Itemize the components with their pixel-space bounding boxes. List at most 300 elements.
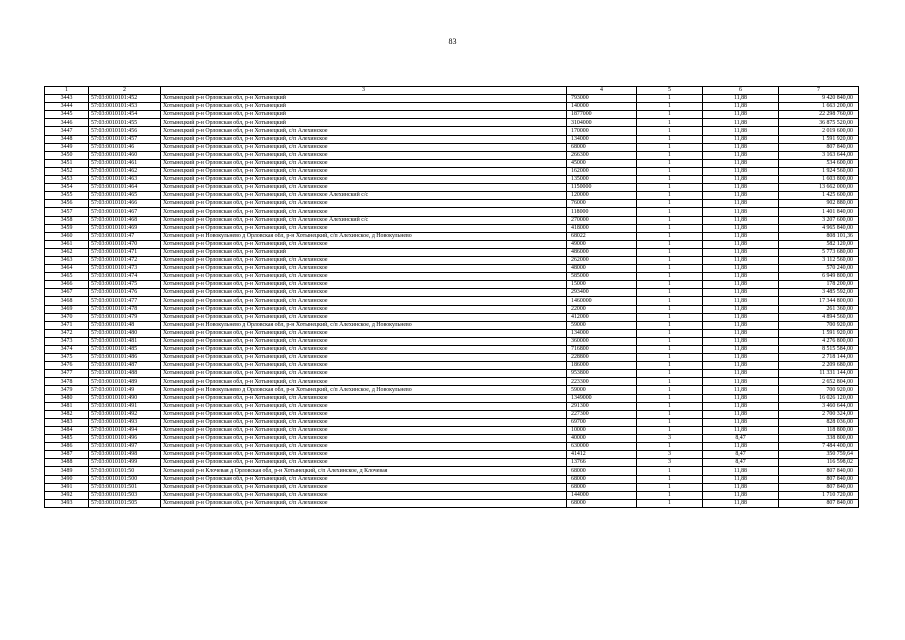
cadastral-number-cell: 57:03:0010101:480 bbox=[89, 329, 161, 337]
cadastral-number-cell: 57:03:0010101:461 bbox=[89, 159, 161, 167]
table-row bbox=[45, 111, 859, 119]
table-row bbox=[45, 127, 859, 135]
table-row bbox=[45, 95, 859, 103]
table-row bbox=[45, 289, 859, 297]
cadastral-value-cell: 11 331 144,00 bbox=[779, 370, 859, 378]
row-number-cell: 3448 bbox=[45, 135, 89, 143]
rate-cell: 11,88 bbox=[703, 143, 779, 151]
rate-cell: 11,88 bbox=[703, 370, 779, 378]
table-row bbox=[45, 151, 859, 159]
coefficient-cell: 1 bbox=[637, 394, 703, 402]
rate-cell: 11,88 bbox=[703, 281, 779, 289]
table-row bbox=[45, 119, 859, 127]
rate-cell: 11,88 bbox=[703, 159, 779, 167]
coefficient-cell: 1 bbox=[637, 159, 703, 167]
coefficient-cell: 1 bbox=[637, 426, 703, 434]
cadastral-value-cell: 808 101,36 bbox=[779, 232, 859, 240]
address-cell: Хотынецкий р-н Орловская обл, р-н Хотынецкий, с/п Алехинское bbox=[161, 224, 567, 232]
address-cell: Хотынецкий р-н Орловская обл, р-н Хотынецкий, с/п Алехинское bbox=[161, 208, 567, 216]
rate-cell: 11,88 bbox=[703, 483, 779, 491]
rate-cell: 11,88 bbox=[703, 248, 779, 256]
address-cell: Хотынецкий р-н Орловская обл, р-н Хотынецкий, с/п Алехинское bbox=[161, 176, 567, 184]
cadastral-value-cell: 118 800,00 bbox=[779, 426, 859, 434]
area-cell: 59000 bbox=[567, 386, 637, 394]
cadastral-value-cell: 3 485 592,00 bbox=[779, 289, 859, 297]
cadastral-number-cell: 57:03:0010101:486 bbox=[89, 354, 161, 362]
rate-cell: 11,88 bbox=[703, 394, 779, 402]
cadastral-number-cell: 57:03:0010101:476 bbox=[89, 289, 161, 297]
rate-cell: 11,88 bbox=[703, 103, 779, 111]
coefficient-cell: 1 bbox=[637, 200, 703, 208]
cadastral-number-cell: 57:03:0010101:454 bbox=[89, 111, 161, 119]
area-cell: 135000 bbox=[567, 176, 637, 184]
rate-cell: 11,88 bbox=[703, 402, 779, 410]
coefficient-cell: 1 bbox=[637, 499, 703, 507]
cadastral-value-cell: 807 840,00 bbox=[779, 475, 859, 483]
table-row bbox=[45, 483, 859, 491]
row-number-cell: 3480 bbox=[45, 394, 89, 402]
area-cell: 120000 bbox=[567, 192, 637, 200]
area-cell: 953800 bbox=[567, 370, 637, 378]
rate-cell: 11,88 bbox=[703, 151, 779, 159]
address-cell: Хотынецкий р-н Орловская обл, р-н Хотынецкий, с/п Алехинское bbox=[161, 265, 567, 273]
cadastral-number-cell: 57:03:0010101:471 bbox=[89, 248, 161, 256]
row-number-cell: 3491 bbox=[45, 483, 89, 491]
cadastral-value-cell: 902 880,00 bbox=[779, 200, 859, 208]
coefficient-cell: 1 bbox=[637, 346, 703, 354]
rate-cell: 11,88 bbox=[703, 200, 779, 208]
cadastral-value-cell: 2 019 600,00 bbox=[779, 127, 859, 135]
table-row bbox=[45, 143, 859, 151]
cadastral-value-cell: 700 920,00 bbox=[779, 321, 859, 329]
table-row bbox=[45, 297, 859, 305]
cadastral-number-cell: 57:03:0010101:488 bbox=[89, 370, 161, 378]
area-cell: 630000 bbox=[567, 443, 637, 451]
rate-cell: 11,88 bbox=[703, 176, 779, 184]
cadastral-number-cell: 57:03:0010101:485 bbox=[89, 346, 161, 354]
cadastral-value-cell: 2 700 324,00 bbox=[779, 410, 859, 418]
area-cell: 69700 bbox=[567, 418, 637, 426]
table-row bbox=[45, 394, 859, 402]
rate-cell: 11,88 bbox=[703, 184, 779, 192]
cadastral-value-cell: 9 420 840,00 bbox=[779, 95, 859, 103]
address-cell: Хотынецкий р-н Орловская обл, р-н Хотынецкий, с/п Алехинское bbox=[161, 475, 567, 483]
cadastral-value-cell: 6 949 800,00 bbox=[779, 273, 859, 281]
address-cell: Хотынецкий р-н Орловская обл, р-н Хотынецкий, с/п Алехинское bbox=[161, 297, 567, 305]
cadastral-number-cell: 57:03:0010101:473 bbox=[89, 265, 161, 273]
rate-cell: 8,47 bbox=[703, 435, 779, 443]
row-number-cell: 3449 bbox=[45, 143, 89, 151]
cadastral-value-cell: 22 298 760,00 bbox=[779, 111, 859, 119]
table-row bbox=[45, 370, 859, 378]
area-cell: 15000 bbox=[567, 281, 637, 289]
area-cell: 59000 bbox=[567, 321, 637, 329]
cadastral-number-cell: 57:03:0010101:456 bbox=[89, 127, 161, 135]
table-row bbox=[45, 354, 859, 362]
cadastral-number-cell: 57:03:0010101:493 bbox=[89, 418, 161, 426]
row-number-cell: 3483 bbox=[45, 418, 89, 426]
cadastral-number-cell: 57:03:0010101:465 bbox=[89, 192, 161, 200]
cadastral-value-cell: 807 840,00 bbox=[779, 143, 859, 151]
coefficient-cell: 1 bbox=[637, 119, 703, 127]
coefficient-cell: 1 bbox=[637, 329, 703, 337]
cadastral-number-cell: 57:03:0010101:475 bbox=[89, 281, 161, 289]
address-cell: Хотынецкий р-н Орловская обл, р-н Хотынецкий, с/п Алехинское bbox=[161, 329, 567, 337]
cadastral-number-cell: 57:03:0010101:464 bbox=[89, 184, 161, 192]
table-row bbox=[45, 402, 859, 410]
address-cell: Хотынецкий р-н Орловская обл, р-н Хотынецкий, с/п Алехинское bbox=[161, 483, 567, 491]
address-cell: Хотынецкий р-н Орловская обл, р-н Хотынецкий bbox=[161, 119, 567, 127]
address-cell: Хотынецкий р-н Орловская обл, р-н Хотынецкий, с/п Алехинское bbox=[161, 184, 567, 192]
cadastral-number-cell: 57:03:0010101:48 bbox=[89, 321, 161, 329]
cadastral-value-cell: 828 036,00 bbox=[779, 418, 859, 426]
area-cell: 68000 bbox=[567, 499, 637, 507]
row-number-cell: 3452 bbox=[45, 167, 89, 175]
table-row bbox=[45, 426, 859, 434]
cadastral-number-cell: 57:03:0010101:478 bbox=[89, 305, 161, 313]
row-number-cell: 3478 bbox=[45, 378, 89, 386]
row-number-cell: 3482 bbox=[45, 410, 89, 418]
coefficient-cell: 1 bbox=[637, 127, 703, 135]
rate-cell: 11,88 bbox=[703, 346, 779, 354]
rate-cell: 8,47 bbox=[703, 451, 779, 459]
cadastral-value-cell: 8 515 584,00 bbox=[779, 346, 859, 354]
row-number-cell: 3460 bbox=[45, 232, 89, 240]
coefficient-cell: 1 bbox=[637, 256, 703, 264]
area-cell: 270000 bbox=[567, 216, 637, 224]
address-cell: Хотынецкий р-н Орловская обл, р-н Хотынецкий bbox=[161, 103, 567, 111]
cadastral-value-cell: 7 484 400,00 bbox=[779, 443, 859, 451]
coefficient-cell: 1 bbox=[637, 443, 703, 451]
area-cell: 13766 bbox=[567, 459, 637, 467]
cadastral-value-cell: 16 026 120,00 bbox=[779, 394, 859, 402]
coefficient-cell: 1 bbox=[637, 483, 703, 491]
coefficient-cell: 1 bbox=[637, 354, 703, 362]
table-row bbox=[45, 216, 859, 224]
cadastral-value-cell: 2 209 680,00 bbox=[779, 362, 859, 370]
coefficient-cell: 1 bbox=[637, 402, 703, 410]
column-header: 4 bbox=[567, 87, 637, 95]
cadastral-number-cell: 57:03:0010101:469 bbox=[89, 224, 161, 232]
address-cell: Хотынецкий р-н Орловская обл, р-н Хотынецкий bbox=[161, 111, 567, 119]
table-row bbox=[45, 305, 859, 313]
cadastral-value-cell: 1 591 920,00 bbox=[779, 135, 859, 143]
rate-cell: 11,88 bbox=[703, 321, 779, 329]
address-cell: Хотынецкий р-н Орловская обл, р-н Хотынецкий, с/п Алехинское bbox=[161, 305, 567, 313]
area-cell: 1150000 bbox=[567, 184, 637, 192]
table-row bbox=[45, 208, 859, 216]
row-number-cell: 3465 bbox=[45, 273, 89, 281]
table-row bbox=[45, 224, 859, 232]
cadastral-value-cell: 807 840,00 bbox=[779, 483, 859, 491]
area-cell: 68000 bbox=[567, 475, 637, 483]
column-header: 1 bbox=[45, 87, 89, 95]
rate-cell: 11,88 bbox=[703, 297, 779, 305]
address-cell: Хотынецкий р-н Новокульнево д Орловская обл, р-н Хотынецкий, с/п Алехинское, д Новокульнево bbox=[161, 321, 567, 329]
row-number-cell: 3476 bbox=[45, 362, 89, 370]
address-cell: Хотынецкий р-н Орловская обл, р-н Хотынецкий bbox=[161, 248, 567, 256]
table-row bbox=[45, 451, 859, 459]
cadastral-value-cell: 5 773 680,00 bbox=[779, 248, 859, 256]
row-number-cell: 3459 bbox=[45, 224, 89, 232]
coefficient-cell: 1 bbox=[637, 475, 703, 483]
table-row bbox=[45, 103, 859, 111]
cadastral-number-cell: 57:03:0010101:463 bbox=[89, 176, 161, 184]
coefficient-cell: 3 bbox=[637, 459, 703, 467]
rate-cell: 11,88 bbox=[703, 127, 779, 135]
row-number-cell: 3493 bbox=[45, 499, 89, 507]
address-cell: Хотынецкий р-н Орловская обл, р-н Хотынецкий, с/п Алехинское bbox=[161, 159, 567, 167]
row-number-cell: 3468 bbox=[45, 297, 89, 305]
cadastral-number-cell: 57:03:0010101:487 bbox=[89, 362, 161, 370]
coefficient-cell: 1 bbox=[637, 248, 703, 256]
rate-cell: 11,88 bbox=[703, 362, 779, 370]
row-number-cell: 3456 bbox=[45, 200, 89, 208]
address-cell: Хотынецкий р-н Орловская обл, р-н Хотынецкий, с/п Алехинское bbox=[161, 451, 567, 459]
rate-cell: 11,88 bbox=[703, 305, 779, 313]
area-cell: 1877000 bbox=[567, 111, 637, 119]
area-cell: 418000 bbox=[567, 224, 637, 232]
area-cell: 291300 bbox=[567, 402, 637, 410]
address-cell: Хотынецкий р-н Орловская обл, р-н Хотынецкий, с/п Алехинское bbox=[161, 402, 567, 410]
cadastral-value-cell: 17 344 800,00 bbox=[779, 297, 859, 305]
area-cell: 228800 bbox=[567, 354, 637, 362]
table-row bbox=[45, 329, 859, 337]
coefficient-cell: 1 bbox=[637, 95, 703, 103]
cadastral-value-cell: 36 875 520,00 bbox=[779, 119, 859, 127]
row-number-cell: 3487 bbox=[45, 451, 89, 459]
cadastral-value-cell: 3 207 600,00 bbox=[779, 216, 859, 224]
cadastral-value-cell: 3 460 644,00 bbox=[779, 402, 859, 410]
area-cell: 716800 bbox=[567, 346, 637, 354]
rate-cell: 11,88 bbox=[703, 354, 779, 362]
address-cell: Хотынецкий р-н Орловская обл, р-н Хотынецкий, с/п Алехинское bbox=[161, 167, 567, 175]
address-cell: Хотынецкий р-н Орловская обл, р-н Хотынецкий, с/п Алехинское bbox=[161, 410, 567, 418]
rate-cell: 11,88 bbox=[703, 499, 779, 507]
rate-cell: 11,88 bbox=[703, 426, 779, 434]
address-cell: Хотынецкий р-н Новокульнево д Орловская обл, р-н Хотынецкий, с/п Алехинское, д Новокульнево bbox=[161, 232, 567, 240]
coefficient-cell: 1 bbox=[637, 176, 703, 184]
table-row bbox=[45, 337, 859, 345]
area-cell: 1460000 bbox=[567, 297, 637, 305]
rate-cell: 11,88 bbox=[703, 313, 779, 321]
column-header: 7 bbox=[779, 87, 859, 95]
coefficient-cell: 1 bbox=[637, 491, 703, 499]
address-cell: Хотынецкий р-н Орловская обл, р-н Хотынецкий, с/п Алехинское bbox=[161, 346, 567, 354]
cadastral-number-cell: 57:03:0010101:453 bbox=[89, 103, 161, 111]
cadastral-value-cell: 1 591 920,00 bbox=[779, 329, 859, 337]
cadastral-number-cell: 57:03:0010101:50 bbox=[89, 467, 161, 475]
table-row bbox=[45, 362, 859, 370]
cadastral-value-cell: 116 598,02 bbox=[779, 459, 859, 467]
row-number-cell: 3492 bbox=[45, 491, 89, 499]
cadastral-value-cell: 3 163 644,00 bbox=[779, 151, 859, 159]
cadastral-number-cell: 57:03:0010101:490 bbox=[89, 394, 161, 402]
coefficient-cell: 1 bbox=[637, 467, 703, 475]
row-number-cell: 3457 bbox=[45, 208, 89, 216]
row-number-cell: 3454 bbox=[45, 184, 89, 192]
land-register-table bbox=[44, 86, 859, 508]
cadastral-number-cell: 57:03:0010101:462 bbox=[89, 167, 161, 175]
row-number-cell: 3473 bbox=[45, 337, 89, 345]
rate-cell: 11,88 bbox=[703, 443, 779, 451]
table-row bbox=[45, 321, 859, 329]
area-cell: 68000 bbox=[567, 143, 637, 151]
table-row bbox=[45, 491, 859, 499]
rate-cell: 11,88 bbox=[703, 378, 779, 386]
cadastral-value-cell: 1 603 800,00 bbox=[779, 176, 859, 184]
area-cell: 48000 bbox=[567, 265, 637, 273]
table-row bbox=[45, 281, 859, 289]
cadastral-value-cell: 4 276 800,00 bbox=[779, 337, 859, 345]
row-number-cell: 3474 bbox=[45, 346, 89, 354]
cadastral-value-cell: 582 120,00 bbox=[779, 240, 859, 248]
table-row bbox=[45, 499, 859, 507]
table-row bbox=[45, 346, 859, 354]
area-cell: 1349000 bbox=[567, 394, 637, 402]
cadastral-number-cell: 57:03:0010101:474 bbox=[89, 273, 161, 281]
address-cell: Хотынецкий р-н Орловская обл, р-н Хотынецкий, с/п Алехинское bbox=[161, 256, 567, 264]
rate-cell: 11,88 bbox=[703, 232, 779, 240]
cadastral-value-cell: 534 600,00 bbox=[779, 159, 859, 167]
area-cell: 45000 bbox=[567, 159, 637, 167]
cadastral-number-cell: 57:03:0010101:49 bbox=[89, 386, 161, 394]
area-cell: 118000 bbox=[567, 208, 637, 216]
area-cell: 360000 bbox=[567, 337, 637, 345]
cadastral-number-cell: 57:03:0010101:499 bbox=[89, 459, 161, 467]
cadastral-value-cell: 178 200,00 bbox=[779, 281, 859, 289]
area-cell: 10000 bbox=[567, 426, 637, 434]
rate-cell: 11,88 bbox=[703, 240, 779, 248]
coefficient-cell: 1 bbox=[637, 410, 703, 418]
address-cell: Хотынецкий р-н Орловская обл, р-н Хотынецкий, с/п Алехинское bbox=[161, 127, 567, 135]
cadastral-number-cell: 57:03:0010101:46 bbox=[89, 143, 161, 151]
area-cell: 40000 bbox=[567, 435, 637, 443]
cadastral-number-cell: 57:03:0010101:472 bbox=[89, 256, 161, 264]
column-header: 3 bbox=[161, 87, 567, 95]
coefficient-cell: 1 bbox=[637, 240, 703, 248]
area-cell: 227300 bbox=[567, 410, 637, 418]
coefficient-cell: 1 bbox=[637, 297, 703, 305]
row-number-cell: 3484 bbox=[45, 426, 89, 434]
row-number-cell: 3466 bbox=[45, 281, 89, 289]
rate-cell: 11,88 bbox=[703, 135, 779, 143]
row-number-cell: 3472 bbox=[45, 329, 89, 337]
address-cell: Хотынецкий р-н Орловская обл, р-н Хотынецкий, с/п Алехинское bbox=[161, 313, 567, 321]
coefficient-cell: 1 bbox=[637, 273, 703, 281]
table-row bbox=[45, 159, 859, 167]
column-header: 6 bbox=[703, 87, 779, 95]
address-cell: Хотынецкий р-н Орловская обл, р-н Хотынецкий, с/п Алехинское bbox=[161, 435, 567, 443]
coefficient-cell: 1 bbox=[637, 321, 703, 329]
row-number-cell: 3451 bbox=[45, 159, 89, 167]
address-cell: Хотынецкий р-н Орловская обл, р-н Хотынецкий, с/п Алехинское bbox=[161, 378, 567, 386]
coefficient-cell: 1 bbox=[637, 305, 703, 313]
coefficient-cell: 1 bbox=[637, 135, 703, 143]
address-cell: Хотынецкий р-н Орловская обл, р-н Хотынецкий, с/п Алехинское bbox=[161, 426, 567, 434]
table-row bbox=[45, 248, 859, 256]
rate-cell: 11,88 bbox=[703, 95, 779, 103]
coefficient-cell: 1 bbox=[637, 378, 703, 386]
row-number-cell: 3446 bbox=[45, 119, 89, 127]
table-row bbox=[45, 232, 859, 240]
cadastral-number-cell: 57:03:0010101:491 bbox=[89, 402, 161, 410]
cadastral-number-cell: 57:03:0010101:457 bbox=[89, 135, 161, 143]
table-row bbox=[45, 240, 859, 248]
cadastral-value-cell: 570 240,00 bbox=[779, 265, 859, 273]
row-number-cell: 3469 bbox=[45, 305, 89, 313]
rate-cell: 11,88 bbox=[703, 491, 779, 499]
table-row bbox=[45, 475, 859, 483]
cadastral-value-cell: 807 840,00 bbox=[779, 467, 859, 475]
table-row bbox=[45, 167, 859, 175]
area-cell: 134000 bbox=[567, 329, 637, 337]
coefficient-cell: 1 bbox=[637, 143, 703, 151]
rate-cell: 11,88 bbox=[703, 475, 779, 483]
rate-cell: 8,47 bbox=[703, 459, 779, 467]
area-cell: 68022 bbox=[567, 232, 637, 240]
area-cell: 793000 bbox=[567, 95, 637, 103]
coefficient-cell: 1 bbox=[637, 103, 703, 111]
row-number-cell: 3444 bbox=[45, 103, 89, 111]
rate-cell: 11,88 bbox=[703, 329, 779, 337]
row-number-cell: 3479 bbox=[45, 386, 89, 394]
area-cell: 162000 bbox=[567, 167, 637, 175]
row-number-cell: 3490 bbox=[45, 475, 89, 483]
area-cell: 134000 bbox=[567, 135, 637, 143]
table-header-row bbox=[45, 87, 859, 95]
coefficient-cell: 1 bbox=[637, 216, 703, 224]
cadastral-number-cell: 57:03:0010101:467 bbox=[89, 208, 161, 216]
row-number-cell: 3489 bbox=[45, 467, 89, 475]
rate-cell: 11,88 bbox=[703, 224, 779, 232]
cadastral-value-cell: 350 759,64 bbox=[779, 451, 859, 459]
coefficient-cell: 1 bbox=[637, 386, 703, 394]
area-cell: 68000 bbox=[567, 467, 637, 475]
table-row bbox=[45, 313, 859, 321]
address-cell: Хотынецкий р-н Орловская обл, р-н Хотынецкий, с/п Алехинское bbox=[161, 281, 567, 289]
row-number-cell: 3447 bbox=[45, 127, 89, 135]
row-number-cell: 3445 bbox=[45, 111, 89, 119]
coefficient-cell: 1 bbox=[637, 232, 703, 240]
address-cell: Хотынецкий р-н Орловская обл, р-н Хотынецкий, с/п Алехинское bbox=[161, 499, 567, 507]
row-number-cell: 3462 bbox=[45, 248, 89, 256]
cadastral-value-cell: 13 662 000,00 bbox=[779, 184, 859, 192]
rate-cell: 11,88 bbox=[703, 337, 779, 345]
area-cell: 293400 bbox=[567, 289, 637, 297]
cadastral-number-cell: 57:03:0010101:479 bbox=[89, 313, 161, 321]
cadastral-value-cell: 1 663 200,00 bbox=[779, 103, 859, 111]
row-number-cell: 3486 bbox=[45, 443, 89, 451]
cadastral-number-cell: 57:03:0010101:492 bbox=[89, 410, 161, 418]
address-cell: Хотынецкий р-н Орловская обл, р-н Хотынецкий, с/п Алехинское Алехинский с/с bbox=[161, 216, 567, 224]
cadastral-value-cell: 2 652 804,00 bbox=[779, 378, 859, 386]
table-row bbox=[45, 467, 859, 475]
table-row bbox=[45, 256, 859, 264]
cadastral-number-cell: 57:03:0010101:489 bbox=[89, 378, 161, 386]
table-row bbox=[45, 410, 859, 418]
coefficient-cell: 1 bbox=[637, 111, 703, 119]
cadastral-number-cell: 57:03:0010101:505 bbox=[89, 499, 161, 507]
address-cell: Хотынецкий р-н Орловская обл, р-н Хотынецкий, с/п Алехинское bbox=[161, 443, 567, 451]
cadastral-number-cell: 57:03:0010101:500 bbox=[89, 475, 161, 483]
address-cell: Хотынецкий р-н Орловская обл, р-н Хотынецкий, с/п Алехинское bbox=[161, 370, 567, 378]
cadastral-value-cell: 4 965 840,00 bbox=[779, 224, 859, 232]
cadastral-number-cell: 57:03:0010101:481 bbox=[89, 337, 161, 345]
cadastral-number-cell: 57:03:0010101:468 bbox=[89, 216, 161, 224]
row-number-cell: 3461 bbox=[45, 240, 89, 248]
area-cell: 186000 bbox=[567, 362, 637, 370]
